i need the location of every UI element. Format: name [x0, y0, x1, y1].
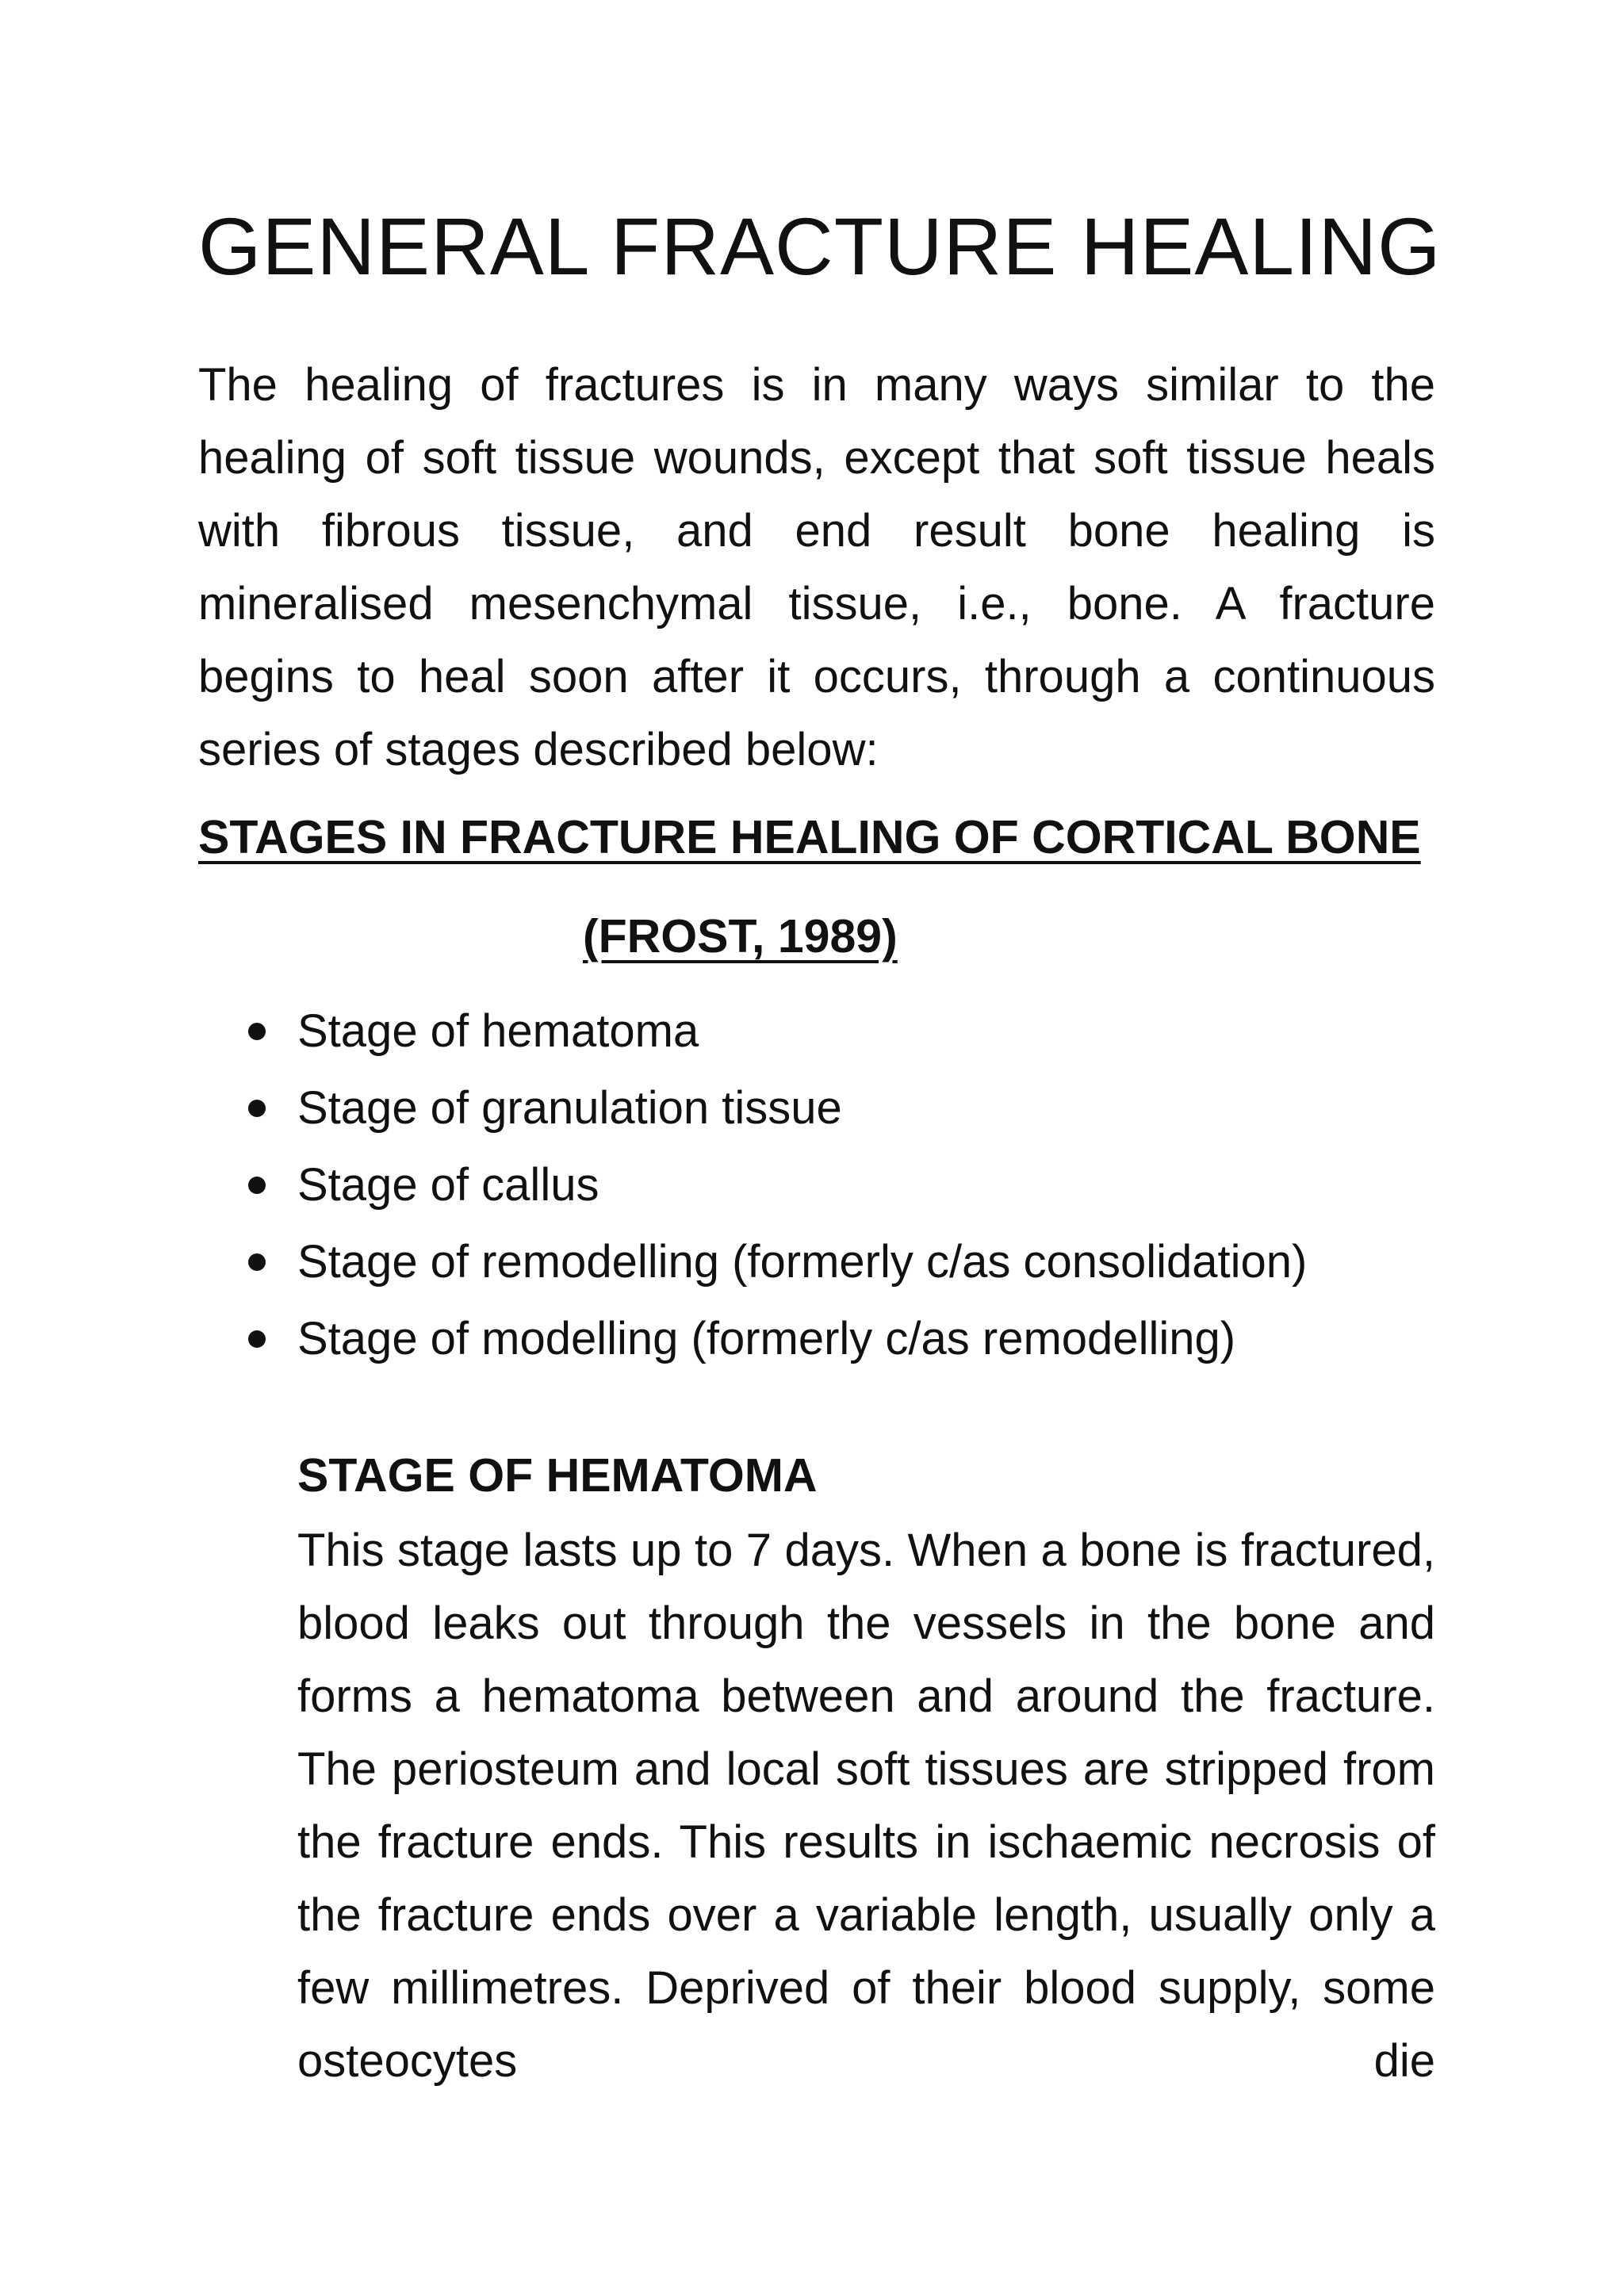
stage-list-item [242, 1146, 1307, 1223]
stages-section-heading: STAGES IN FRACTURE HEALING OF CORTICAL BONE [198, 811, 1421, 863]
stage-label: Stage of callus [297, 1159, 599, 1211]
hematoma-paragraph: This stage lasts up to 7 days. When a bone is fractured, blood leaks out through the vessels in the bone and forms a hematoma between and around the fracture. The periosteum and local soft tissues are stripped from the fracture ends. This results in ischaemic necrosis of the fracture ends over a variable length, usually only a few millimetres. Deprived of their blood supply, some osteocytes die [297, 1525, 1435, 2087]
stage-label: Stage of remodelling (formerly c/as consolidation) [297, 1236, 1308, 1288]
bullet-icon [248, 1023, 266, 1040]
bullet-icon [248, 1177, 266, 1194]
page-title: GENERAL FRACTURE HEALING [198, 201, 1442, 292]
stage-label: Stage of hematoma [297, 1005, 699, 1057]
stages-section-citation: (FROST, 1989) [583, 910, 898, 962]
stage-list-item [242, 1223, 1307, 1300]
bullet-icon [248, 1253, 266, 1271]
intro-paragraph: The healing of fractures is in many ways similar to the healing of soft tissue wounds, except that soft tissue heals with fibrous tissue, and end result bone healing is mineralised mesenchymal tissue, i.e., bone. A fracture begins to heal soon after it occurs, through a continuous series of stages described below: [198, 359, 1435, 775]
stage-list-item [242, 993, 1307, 1070]
stage-label: Stage of modelling (formerly c/as remodelling) [297, 1313, 1236, 1364]
stage-label: Stage of granulation tissue [297, 1082, 842, 1134]
stage-list-item [242, 1300, 1307, 1377]
stage-list-item [242, 1070, 1307, 1146]
hematoma-section-heading: STAGE OF HEMATOMA [297, 1449, 818, 1502]
bullet-icon [248, 1330, 266, 1348]
bullet-icon [248, 1100, 266, 1117]
stages-list [242, 993, 1307, 1377]
